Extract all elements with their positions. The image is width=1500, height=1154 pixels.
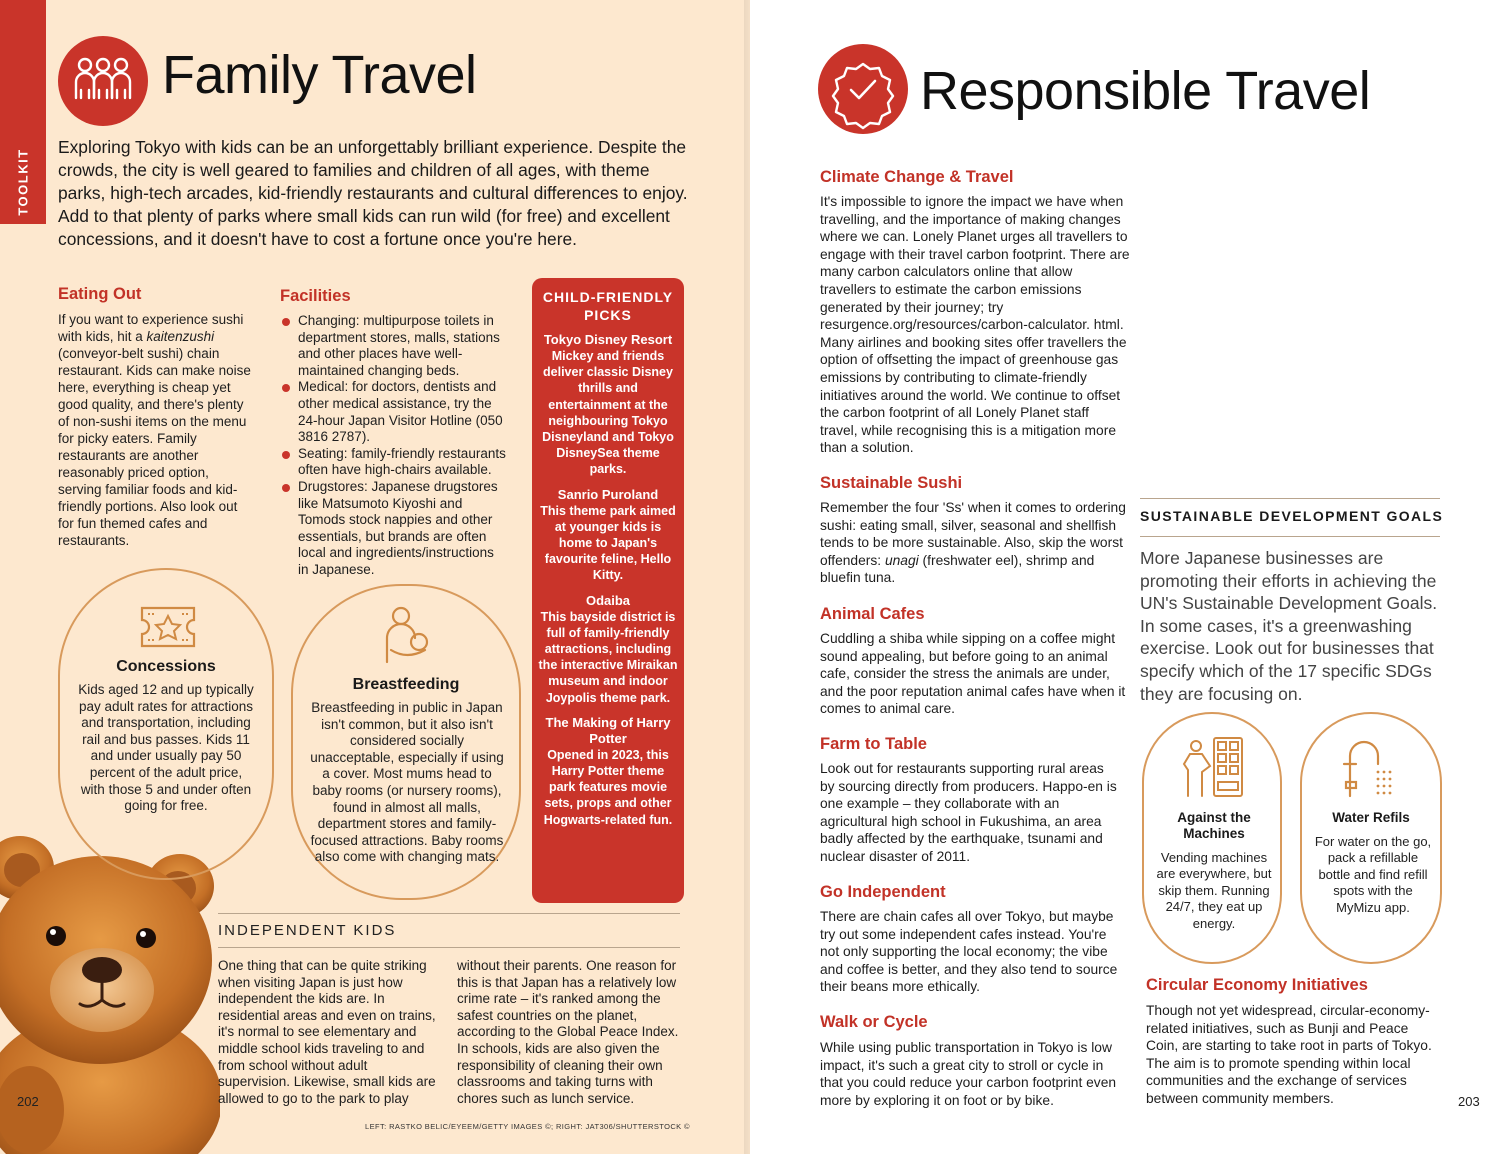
pick-name: Tokyo Disney Resort bbox=[543, 332, 673, 347]
breastfeeding-icon bbox=[377, 604, 437, 671]
eating-out-text-a: If you want to experience sushi with kids, hit a bbox=[58, 312, 244, 344]
eating-out-heading: Eating Out bbox=[58, 285, 142, 303]
intro-paragraph: Exploring Tokyo with kids can be an unforgettably brilliant experience. Despite the crowds, the city is well geared to families and children of all ages, with theme parks, high-tech arcades, kid-friendly restaurants and cultural differences to enjoy. Add to that plenty of parks where small kids can run wild (for free) and excellent concessions, and it doesn't have to cost a fortune once you're here. bbox=[58, 137, 688, 249]
against-machines-heading: Against the Machines bbox=[1177, 810, 1251, 841]
section-text-a: Remember the four 'Ss' when it comes to ordering sushi: eating small, silver, seasonal and shellfish tends to be more sustainable. Also, skip the worst offenders: bbox=[820, 500, 1126, 568]
against-machines-panel bbox=[1142, 712, 1282, 964]
pick-desc: This bayside district is full of family-friendly attractions, including the interactive Miraikan museum and indoor Joypolis theme park. bbox=[538, 609, 678, 705]
facility-item: Drugstores: Japanese drugstores like Matsumoto Kiyoshi and Tomods stock nappies and other essentials, but brands are often local and ingredients/instructions in Japanese. bbox=[298, 479, 506, 579]
water-tap-icon bbox=[1342, 736, 1402, 805]
section-text: Look out for restaurants supporting rural areas by sourcing directly from producers. Happo-en is one example – they collaborate with an agricultural high school in Fukushima, an area badly affected by the earthquake, tsunami and nuclear disaster of 2011. bbox=[820, 761, 1117, 864]
sdg-heading: SUSTAINABLE DEVELOPMENT GOALS bbox=[1140, 508, 1444, 524]
page-title: Responsible Travel bbox=[920, 61, 1371, 121]
facilities-heading: Facilities bbox=[280, 287, 351, 305]
water-refills-heading: Water Refils bbox=[1332, 810, 1410, 825]
pick-desc: Opened in 2023, this Harry Potter theme park features movie sets, props and other Hogwarts-related fun. bbox=[543, 747, 673, 827]
facilities-list bbox=[280, 313, 506, 579]
photo-credit: LEFT: RASTKO BELIC/EYEEM/GETTY IMAGES ©; RIGHT: JAT306/SHUTTERSTOCK © bbox=[365, 1122, 690, 1131]
divider bbox=[1140, 536, 1440, 537]
section-text bbox=[820, 499, 1126, 587]
family-icon bbox=[58, 36, 148, 126]
facility-item: Medical: for doctors, dentists and other medical assistance, try the 24-hour Japan Visitor Hotline (050 3816 2787). bbox=[298, 379, 506, 445]
section-text: Cuddling a shiba while sipping on a coffee might sound appealing, but before going to an animal cafe, consider the stress the animals are under, and the poor reputation animal cafes have when it comes to animal care. bbox=[820, 631, 1126, 717]
divider bbox=[218, 947, 680, 948]
section-heading: Farm to Table bbox=[820, 735, 927, 753]
concessions-panel bbox=[58, 568, 274, 880]
facility-item: Seating: family-friendly restaurants often have high-chairs available. bbox=[298, 445, 506, 478]
eating-out-italic: kaitenzushi bbox=[146, 329, 215, 344]
pick-desc: Mickey and friends deliver classic Disney thrills and entertainment at the neighbouring Tokyo Disneyland and Tokyo DisneySea theme parks. bbox=[542, 349, 674, 477]
picks-heading: CHILD-FRIENDLY PICKS bbox=[542, 289, 674, 323]
breastfeeding-heading: Breastfeeding bbox=[352, 676, 460, 693]
concessions-text: Kids aged 12 and up typically pay adult rates for attractions and transportation, including rail and bus passes. Kids 11 and under usually pay 50 percent of the adult price, with those 5 and under often going for free. bbox=[78, 682, 254, 814]
section-text-b: (freshwater eel), shrimp and bluefin tuna. bbox=[820, 552, 1095, 586]
section-text: There are chain cafes all over Tokyo, but maybe try out some independent cafes instead. You're not only supporting the local economy; the vibe and coffee is better, and they also tend to source their beans more ethically. bbox=[820, 909, 1118, 995]
section-heading: Go Independent bbox=[820, 883, 946, 901]
section-heading: Sustainable Sushi bbox=[820, 474, 963, 492]
vending-machine-icon bbox=[1182, 736, 1246, 805]
pick-name: The Making of Harry Potter bbox=[545, 714, 671, 746]
circular-heading: Circular Economy Initiatives bbox=[1146, 976, 1368, 994]
toolkit-tab bbox=[0, 0, 46, 224]
toolkit-label: TOOLKIT bbox=[15, 148, 31, 216]
concessions-heading: Concessions bbox=[116, 658, 216, 675]
water-refills-text: For water on the go, pack a refillable bottle and find refill spots with the MyMizu app. bbox=[1314, 834, 1432, 915]
divider bbox=[1140, 498, 1440, 499]
facility-item: Changing: multipurpose toilets in department stores, malls, stations and other places have well-maintained changing beds. bbox=[298, 313, 506, 379]
section-text: While using public transportation in Tokyo is low impact, it's such a great city to stroll or cycle in that you could reduce your carbon footprint even more by exploring it on foot or by bike. bbox=[820, 1040, 1117, 1108]
breastfeeding-panel bbox=[291, 584, 521, 900]
divider bbox=[218, 913, 680, 914]
independent-kids-heading: INDEPENDENT KIDS bbox=[218, 922, 397, 939]
against-machines-text: Vending machines are everywhere, but skip them. Running 24/7, they eat up energy. bbox=[1156, 850, 1272, 931]
ticket-star-icon bbox=[138, 602, 198, 657]
breastfeeding-text: Breastfeeding in public in Japan isn't common, but it also isn't considered socially unacceptable, especially if using a cover. Most mums head to baby rooms (or nursery rooms), found in almost all malls, department stores and family-focused attractions. Baby rooms also come with changing mats. bbox=[310, 700, 504, 865]
circular-text: Though not yet widespread, circular-economy-related initiatives, such as Bunji and Peace Coin, are starting to take root in parts of Tokyo. The aim is to promote spending within local communities and the exchange of services between community members. bbox=[1146, 1003, 1432, 1106]
independent-kids-col2: without their parents. One reason for this is that Japan has a relatively low crime rate – it's ranked among the safest countries on the planet, according to the Global Peace Index. In schools, kids are also given the responsibility of cleaning their own classrooms and taking turns with chores such as lunch service. bbox=[457, 958, 679, 1106]
sdg-text: More Japanese businesses are promoting their efforts in achieving the UN's Sustainable Development Goals. In some cases, it's a greenwashing exercise. Look out for businesses that specify which of the 17 specific SDGs they are focusing on. bbox=[1140, 548, 1438, 704]
eating-out-text bbox=[58, 311, 256, 549]
page-number-left: 202 bbox=[17, 1094, 39, 1109]
eating-out-text-b: (conveyor-belt sushi) chain restaurant. Kids can make noise here, everything is cheap yet good quality, and there's plenty of non-sushi items on the menu for picky eaters. Family restaurants are another reasonably priced option, serving familiar foods and kid-friendly portions. Also look out for fun themed cafes and restaurants. bbox=[58, 346, 251, 548]
page-title: Family Travel bbox=[162, 45, 477, 105]
badge-check-icon bbox=[818, 44, 908, 134]
pick-name: Odaiba bbox=[585, 592, 631, 608]
pick-desc: This theme park aimed at younger kids is home to Japan's favourite feline, Hello Kitty. bbox=[540, 503, 676, 583]
page-number-right: 203 bbox=[1458, 1094, 1480, 1109]
section-heading: Climate Change & Travel bbox=[820, 168, 1014, 186]
water-refills-panel bbox=[1300, 712, 1442, 964]
section-heading: Walk or Cycle bbox=[820, 1013, 928, 1031]
section-text: It's impossible to ignore the impact we have when travelling, and the importance of making changes where we can. Lonely Planet urges all travellers to engage with their travel carbon footprint. There are many carbon calculators online that allow travellers to estimate the carbon emissions generated by their journey; try resurgence.org/resources/carbon-calculator. html. Many airlines and booking sites offer travellers the option of offsetting the impact of greenhouse gas emissions by contributing to climate-friendly initiatives around the world. We continue to offset the carbon footprint of all Lonely Planet staff travel, while recognising this is a mitigation more than a solution. bbox=[820, 194, 1130, 456]
independent-kids-col1: One thing that can be quite striking when visiting Japan is just how independent the kids are. In residential areas and even on trains, it's normal to see elementary and middle school kids traveling to and from school without adult supervision. Likewise, small kids are allowed to go to the park to play bbox=[218, 958, 436, 1106]
section-text-italic: unagi bbox=[884, 552, 919, 568]
child-friendly-picks-box bbox=[532, 278, 684, 903]
section-heading: Animal Cafes bbox=[820, 605, 925, 623]
pick-name: Sanrio Puroland bbox=[557, 486, 659, 502]
